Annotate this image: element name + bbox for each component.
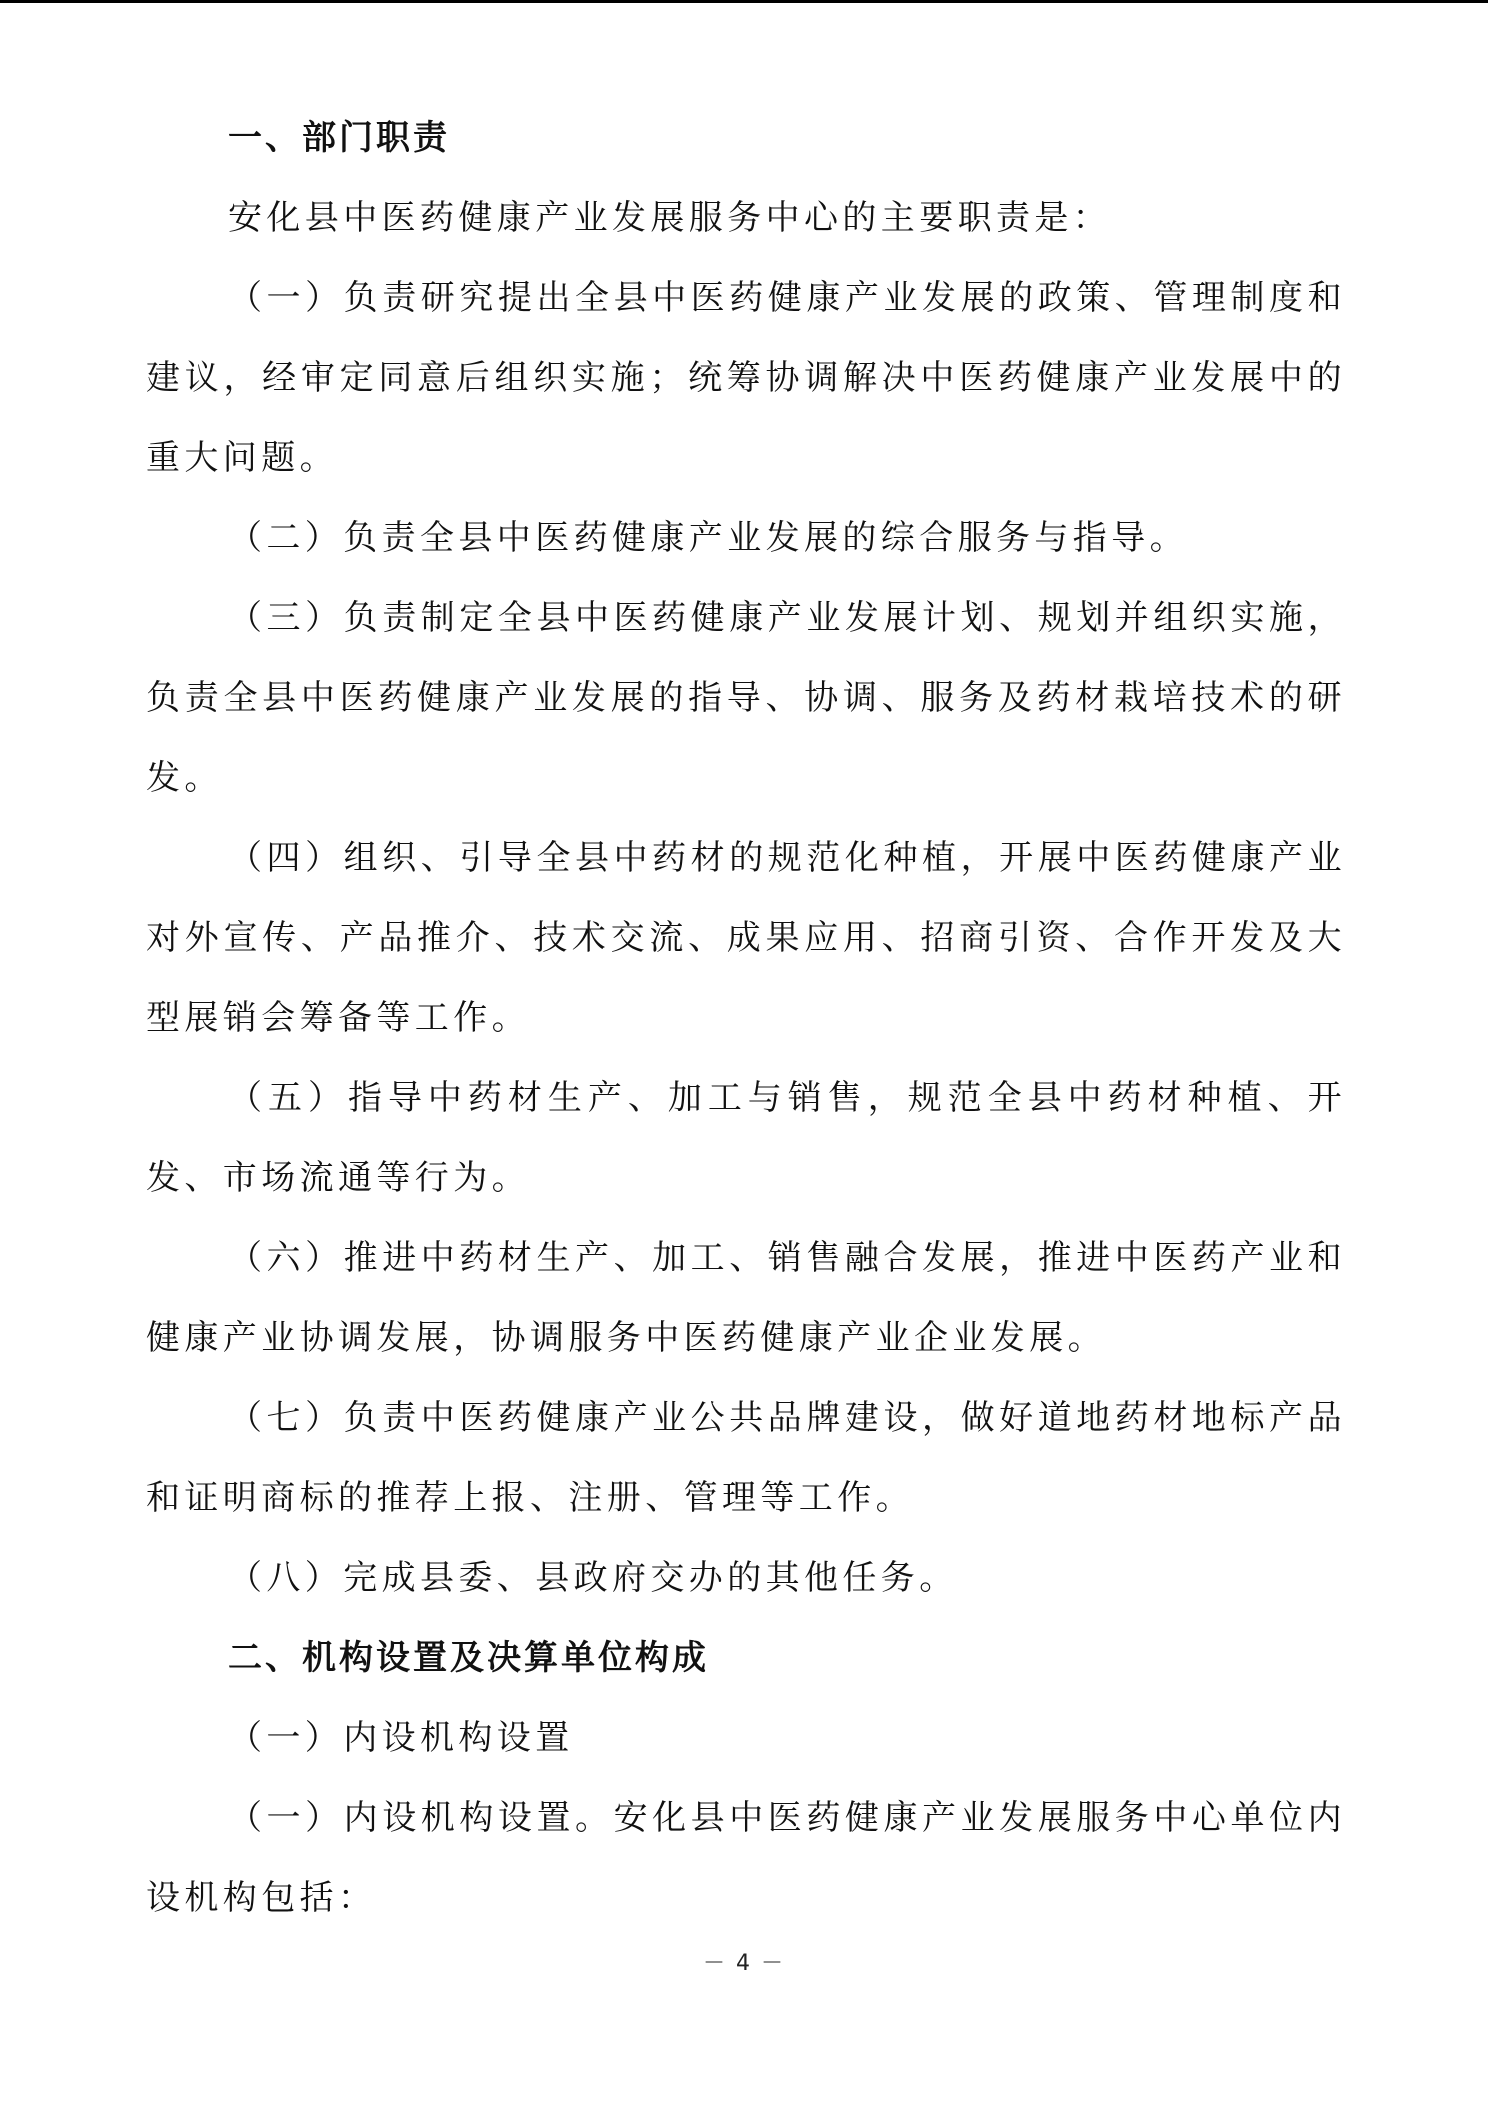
responsibility-item-4: （四）组织、引导全县中药材的规范化种植，开展中医药健康产业对外宣传、产品推介、技术交流、成果应用、招商引资、合作开发及大型展销会筹备等工作。 bbox=[146, 838, 1346, 1038]
organization-subheading: （一）内设机构设置 bbox=[228, 1718, 574, 1758]
responsibility-item-6: （六）推进中药材生产、加工、销售融合发展，推进中医药产业和健康产业协调发展，协调服务中医药健康产业企业发展。 bbox=[146, 1238, 1346, 1358]
responsibilities-intro: 安化县中医药健康产业发展服务中心的主要职责是： bbox=[228, 198, 1112, 238]
responsibility-item-2: （二）负责全县中医药健康产业发展的综合服务与指导。 bbox=[228, 518, 1188, 558]
responsibility-item-7: （七）负责中医药健康产业公共品牌建设，做好道地药材地标产品和证明商标的推荐上报、注册、管理等工作。 bbox=[146, 1398, 1346, 1518]
responsibility-item-8: （八）完成县委、县政府交办的其他任务。 bbox=[228, 1558, 958, 1598]
responsibility-item-3: （三）负责制定全县中医药健康产业发展计划、规划并组织实施，负责全县中医药健康产业发展的指导、协调、服务及药材栽培技术的研发。 bbox=[146, 598, 1346, 798]
page-number: － 4 － bbox=[703, 1951, 785, 1976]
responsibility-item-5: （五）指导中药材生产、加工与销售，规范全县中药材种植、开发、市场流通等行为。 bbox=[146, 1078, 1346, 1198]
section-heading-organization: 二、机构设置及决算单位构成 bbox=[228, 1638, 709, 1678]
document-body bbox=[146, 98, 1346, 1938]
section-heading-responsibilities: 一、部门职责 bbox=[228, 118, 450, 158]
top-border-line bbox=[0, 0, 1488, 3]
responsibility-item-1: （一）负责研究提出全县中医药健康产业发展的政策、管理制度和建议，经审定同意后组织实施；统筹协调解决中医药健康产业发展中的重大问题。 bbox=[146, 278, 1346, 478]
organization-body: （一）内设机构设置。安化县中医药健康产业发展服务中心单位内设机构包括： bbox=[146, 1798, 1346, 1918]
